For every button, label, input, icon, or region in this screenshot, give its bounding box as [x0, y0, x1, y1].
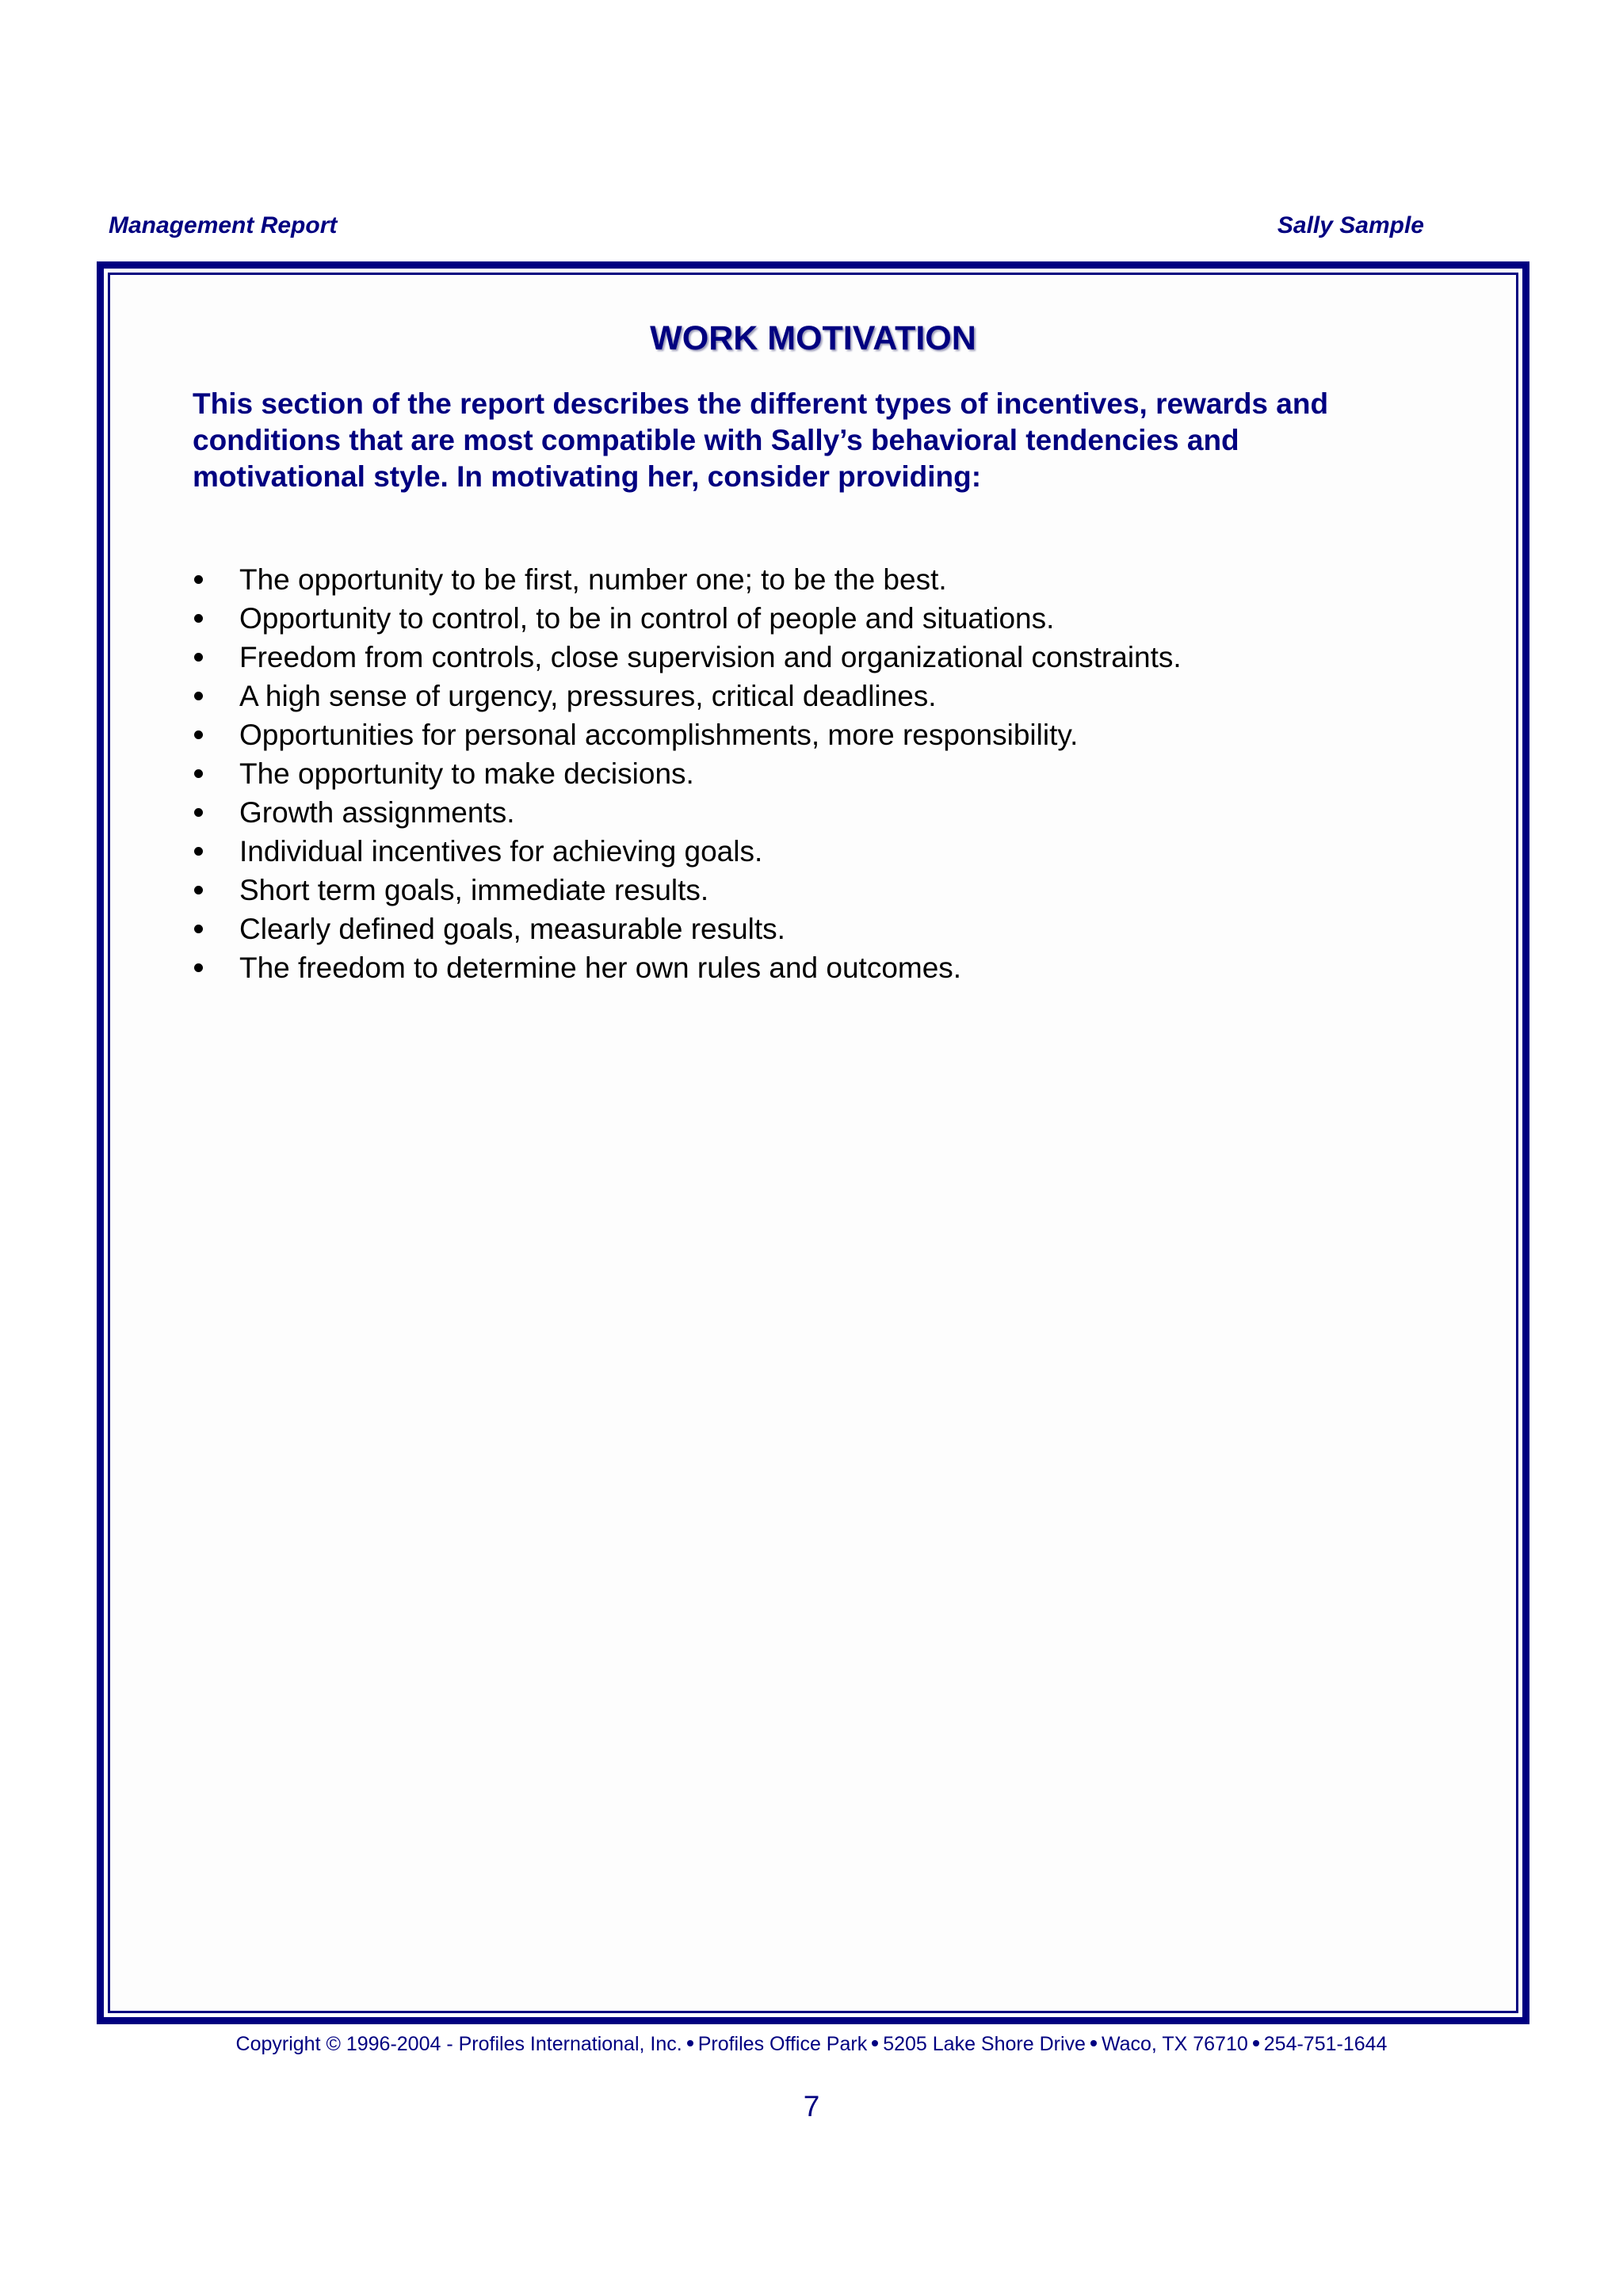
bullet-icon [194, 730, 203, 739]
list-item-text: A high sense of urgency, pressures, critical deadlines. [239, 680, 937, 712]
copyright-text: Copyright © 1996-2004 - Profiles International, Inc. [235, 2033, 682, 2055]
list-item-text: Individual incentives for achieving goals. [239, 835, 763, 868]
bullet-icon [194, 575, 203, 584]
bullet-icon [194, 808, 203, 817]
page-footer [0, 2033, 1623, 2056]
list-item-text: The freedom to determine her own rules and outcomes. [239, 952, 962, 984]
bullet-icon [194, 925, 203, 933]
list-item-text: Growth assignments. [239, 796, 515, 829]
report-title: Management Report [109, 212, 338, 238]
bullet-icon [194, 692, 203, 700]
list-item-text: The opportunity to be first, number one; to be the best. [239, 563, 947, 596]
list-item [193, 832, 1476, 871]
city-text: Waco, TX 76710 [1101, 2033, 1248, 2055]
list-item-text: Short term goals, immediate results. [239, 874, 709, 906]
motivation-list [193, 560, 1476, 987]
bullet-icon [194, 614, 203, 623]
subject-name: Sally Sample [1277, 212, 1424, 238]
separator-dot-icon [1090, 2040, 1097, 2046]
intro-line: motivational style. In motivating her, consider providing: [193, 460, 982, 493]
bullet-icon [194, 886, 203, 894]
list-item-text: Opportunities for personal accomplishments, more responsibility. [239, 719, 1079, 751]
page-header [109, 212, 1424, 244]
bullet-icon [194, 847, 203, 856]
list-item [193, 754, 1476, 793]
bullet-icon [194, 653, 203, 662]
page-number: 7 [803, 2090, 820, 2122]
phone-text: 254-751-1644 [1263, 2033, 1388, 2055]
list-item [193, 793, 1476, 832]
list-item [193, 948, 1476, 987]
separator-dot-icon [872, 2040, 878, 2046]
bullet-icon [194, 963, 203, 972]
content-frame [97, 261, 1529, 2024]
office-park-text: Profiles Office Park [697, 2033, 868, 2055]
separator-dot-icon [687, 2040, 693, 2046]
section-title: WORK MOTIVATION [650, 319, 976, 357]
list-item [193, 638, 1476, 677]
list-item [193, 560, 1476, 599]
list-item-text: Freedom from controls, close supervision and organizational constraints. [239, 641, 1182, 673]
intro-line: conditions that are most compatible with Sally’s behavioral tendencies and [193, 424, 1239, 456]
street-text: 5205 Lake Shore Drive [883, 2033, 1086, 2055]
section-intro [193, 386, 1476, 495]
content-frame-inner [108, 273, 1518, 2013]
list-item [193, 871, 1476, 910]
list-item [193, 910, 1476, 948]
list-item-text: Opportunity to control, to be in control of people and situations. [239, 602, 1055, 635]
separator-dot-icon [1253, 2040, 1259, 2046]
intro-line: This section of the report describes the different types of incentives, rewards and [193, 387, 1329, 420]
bullet-icon [194, 769, 203, 778]
list-item [193, 715, 1476, 754]
list-item [193, 599, 1476, 638]
list-item [193, 677, 1476, 715]
list-item-text: Clearly defined goals, measurable results. [239, 913, 785, 945]
list-item-text: The opportunity to make decisions. [239, 757, 694, 790]
